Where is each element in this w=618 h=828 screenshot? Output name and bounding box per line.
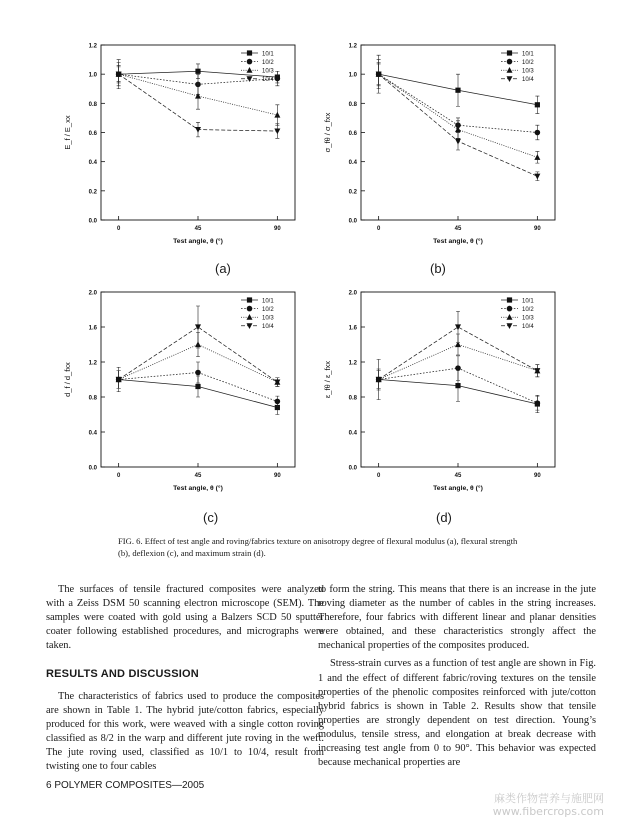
right-paragraph-2: Stress-strain curves as a function of test angle are shown in Fig. 1 and the effect of different fabric/roving textures on the tensile properties of the phenolic composites reinforced with jute/cotton hybrid fabrics is shown in Table 2. Results show that tensile properties are strongly dependent on test direction. Young’s modulus, tensile stress, and elongation at break decrease with increasing test angle from 0 to 90°. This behavior was expected because mechanical properties are — [318, 658, 596, 769]
data-point — [195, 93, 201, 99]
y-tick-label: 0.8 — [88, 101, 97, 108]
y-tick-label: 2.0 — [88, 290, 97, 297]
right-column — [318, 583, 596, 770]
legend-marker — [247, 50, 252, 55]
x-tick-label: 45 — [194, 226, 202, 232]
legend-marker — [507, 59, 513, 65]
data-point — [455, 324, 461, 330]
y-tick-label: 0.4 — [88, 160, 97, 167]
x-tick-label: 45 — [454, 226, 462, 232]
legend-entry — [501, 314, 534, 322]
data-point — [455, 126, 461, 132]
legend-label: 10/3 — [262, 68, 274, 75]
y-tick-label: 0.0 — [88, 465, 97, 472]
y-axis-label: ε_fθ / ε_fxx — [323, 360, 332, 399]
chart-a — [40, 38, 302, 260]
y-tick-label: 1.2 — [348, 43, 357, 50]
legend-entry — [501, 297, 534, 304]
data-point — [455, 139, 461, 145]
y-axis-label: d_f / d_fxx — [63, 362, 72, 397]
section-heading: RESULTS AND DISCUSSION — [46, 668, 199, 681]
x-tick-label: 0 — [116, 473, 121, 479]
left-paragraph-1: The surfaces of tensile fractured composites were analyzed with a Zeiss DSM 50 scanning electron microscope (SEM). The samples were coated with gold using a Balzers SCD 50 sputter coater following established procedures, and micrographs were taken. — [46, 584, 324, 652]
panel-label-c: (c) — [203, 510, 219, 525]
data-point — [535, 400, 541, 406]
y-axis-label: E_f / E_xx — [63, 115, 72, 150]
data-point — [534, 154, 540, 160]
legend-marker — [247, 314, 253, 320]
legend-entry — [241, 297, 274, 304]
legend-label: 10/1 — [522, 51, 534, 58]
x-tick-label: 0 — [376, 226, 381, 232]
watermark-line-2: www.fibercrops.com — [492, 805, 604, 818]
y-tick-label: 0.6 — [88, 131, 97, 137]
legend-label: 10/2 — [262, 306, 274, 313]
legend-entry — [241, 306, 274, 313]
y-tick-label: 0.4 — [348, 430, 357, 437]
legend-label: 10/3 — [522, 315, 534, 322]
legend-label: 10/3 — [262, 315, 274, 322]
y-tick-label: 0.0 — [88, 218, 97, 225]
legend-label: 10/3 — [522, 68, 534, 75]
y-tick-label: 1.0 — [348, 72, 357, 79]
y-tick-label: 0.4 — [88, 430, 97, 437]
y-tick-label: 0.8 — [348, 395, 357, 402]
panel-label-a: (a) — [215, 261, 231, 276]
legend-entry — [501, 50, 534, 57]
chart-d-svg — [300, 285, 562, 507]
x-tick-label: 90 — [534, 473, 541, 479]
x-tick-label: 90 — [274, 473, 281, 479]
left-column — [46, 583, 324, 774]
data-point — [195, 69, 200, 74]
legend-marker — [507, 297, 512, 302]
legend-label: 10/1 — [262, 298, 274, 305]
legend-label: 10/4 — [522, 77, 534, 84]
data-point — [195, 324, 201, 330]
legend-entry — [501, 323, 534, 330]
y-tick-label: 1.2 — [88, 43, 97, 50]
chart-b — [300, 38, 562, 260]
series-10-1 — [376, 60, 540, 114]
legend-label: 10/1 — [262, 51, 274, 58]
y-tick-label: 0.0 — [348, 465, 357, 472]
legend-marker — [247, 306, 253, 312]
data-point — [455, 383, 460, 388]
chart-a-svg — [40, 38, 302, 260]
legend-label: 10/2 — [522, 306, 534, 313]
legend-entry — [501, 67, 534, 75]
data-point — [195, 384, 200, 389]
chart-b-svg — [300, 38, 562, 260]
data-point — [535, 102, 540, 107]
y-tick-label: 1.0 — [88, 72, 97, 79]
data-point — [455, 88, 460, 93]
legend-entry — [241, 76, 274, 83]
panel-label-d: (d) — [436, 510, 452, 525]
data-point — [275, 76, 281, 82]
x-axis-label: Test angle, θ (°) — [173, 485, 223, 492]
legend-marker — [247, 297, 252, 302]
watermark — [493, 792, 604, 818]
legend-marker — [507, 306, 513, 312]
data-point — [534, 174, 540, 180]
panel-label-b: (b) — [430, 261, 446, 276]
data-point — [195, 370, 201, 376]
y-tick-label: 0.4 — [348, 160, 357, 167]
legend-label: 10/4 — [262, 324, 274, 331]
legend-entry — [241, 67, 274, 75]
chart-c-svg — [40, 285, 302, 507]
x-tick-label: 45 — [454, 473, 462, 479]
figure-caption: FIG. 6. Effect of test angle and roving/fabrics texture on anisotropy degree of flexural modulus (a), flexural strength (b), deflexion (c), and maximum strain (d). — [118, 536, 518, 558]
x-tick-label: 0 — [116, 226, 121, 232]
y-tick-label: 0.8 — [348, 101, 357, 108]
legend-label: 10/4 — [262, 77, 274, 84]
legend-label: 10/2 — [262, 59, 274, 66]
x-tick-label: 90 — [274, 226, 281, 232]
legend-entry — [501, 306, 534, 313]
y-tick-label: 1.2 — [348, 360, 357, 367]
legend-entry — [501, 59, 534, 66]
right-paragraph-1: to form the string. This means that there is an increase in the jute roving diameter as the number of cables in the string increases. Therefore, four fabrics with different linear and planar densities were obtained, and these characteristics strongly affect the mechanical properties of the composites produced. — [318, 584, 596, 652]
y-tick-label: 0.2 — [88, 189, 97, 196]
x-axis-label: Test angle, θ (°) — [433, 238, 483, 245]
y-tick-label: 2.0 — [348, 290, 357, 297]
data-point — [455, 365, 461, 371]
data-point — [275, 399, 281, 405]
y-tick-label: 0.8 — [88, 395, 97, 402]
left-paragraph-2: The characteristics of fabrics used to produce the composites are shown in Table 1. The hybrid jute/cotton fabrics, especially produced for this work, were weaved with a single cotton roving classified as 8/2 in the warp and different jute roving in the weft. The jute roving used, classified as 10/1 to 10/4, result from twisting one to four cables — [46, 690, 324, 773]
legend-label: 10/1 — [522, 298, 534, 305]
watermark-line-1: 麻类作物营养与施肥网 — [494, 792, 604, 805]
y-tick-label: 1.6 — [348, 325, 357, 332]
legend-label: 10/2 — [522, 59, 534, 66]
legend-marker — [247, 59, 253, 65]
legend-marker — [507, 67, 513, 73]
y-axis-label: σ_fθ / σ_fxx — [323, 112, 332, 153]
chart-d — [300, 285, 562, 507]
data-point — [535, 130, 541, 136]
x-axis-label: Test angle, θ (°) — [173, 238, 223, 245]
y-tick-label: 0.6 — [348, 131, 357, 137]
y-tick-label: 0.2 — [348, 189, 357, 196]
legend-entry — [241, 314, 274, 322]
legend-marker — [507, 50, 512, 55]
x-tick-label: 90 — [534, 226, 541, 232]
x-tick-label: 0 — [376, 473, 381, 479]
chart-c — [40, 285, 302, 507]
x-axis-label: Test angle, θ (°) — [433, 485, 483, 492]
y-tick-label: 1.2 — [88, 360, 97, 367]
legend-label: 10/4 — [522, 324, 534, 331]
page-footer: 6 POLYMER COMPOSITES—2005 — [46, 780, 205, 791]
legend-marker — [507, 314, 513, 320]
legend-entry — [241, 50, 274, 57]
legend-entry — [241, 59, 274, 66]
y-tick-label: 1.6 — [88, 325, 97, 332]
legend-entry — [241, 323, 274, 330]
legend-entry — [501, 76, 534, 83]
legend-marker — [247, 67, 253, 73]
x-tick-label: 45 — [194, 473, 202, 479]
y-tick-label: 0.0 — [348, 218, 357, 225]
